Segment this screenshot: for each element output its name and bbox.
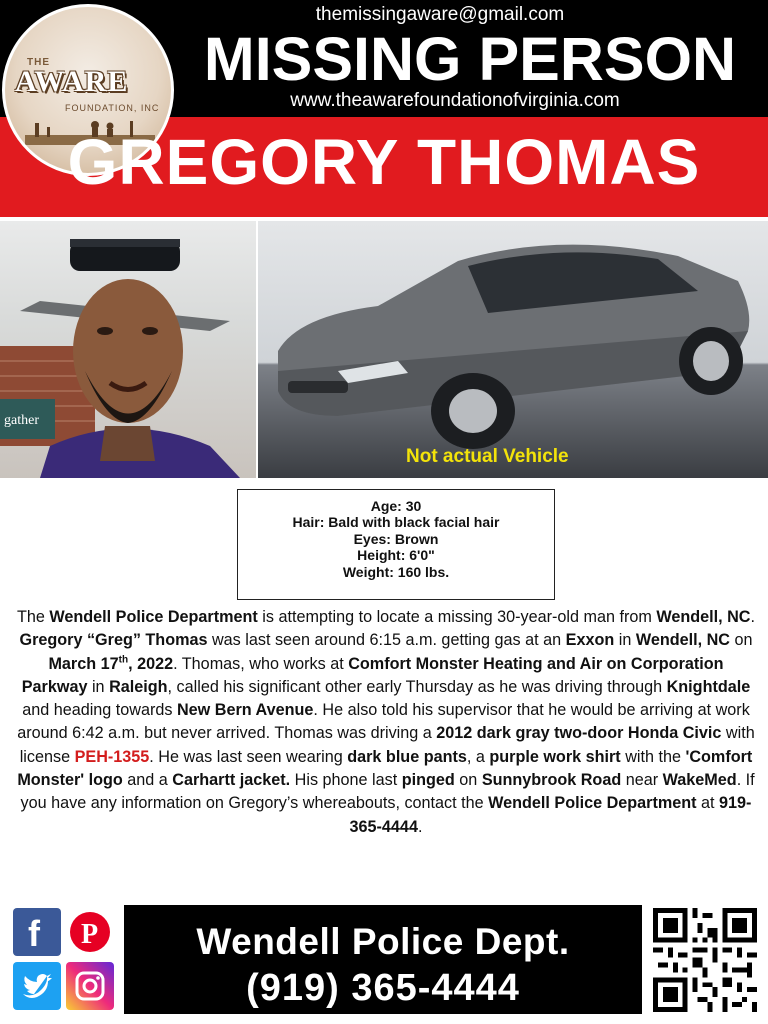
- vehicle-disclaimer: Not actual Vehicle: [406, 446, 569, 467]
- stat-weight: Weight: 160 lbs.: [342, 563, 450, 580]
- case-description: The Wendell Police Department is attempting to locate a missing 30-year-old man from Wendell, NC. Gregory “Greg” Thomas was last seen around 6:15 a.m. getting gas at an Exxon in Wendell, NC on March 17th, 2022. Thomas, who works at Comfort Monster Heating and Air on Corporation Parkway in Raleigh, called his significant other early Thursday as he was driving through Knightdale and heading towards New Bern Avenue. He also told his supervisor that he would be arriving at work around 6:42 a.m. but never arrived. Thomas was driving a 2012 dark gray two-door Honda Civic with license PEH-1355. He was last seen wearing dark blue pants, a purple work shirt with the 'Comfort Monster' logo and a Carhartt jacket. His phone last pinged on Sunnybrook Road near WakeMed. If you have any information on Gregory’s whereabouts, contact the Wendell Police Department at 919-365-4444.: [17, 608, 755, 836]
- facebook-icon[interactable]: [13, 908, 61, 956]
- logo-the: THE: [27, 57, 50, 68]
- page-title: MISSING PERSON: [203, 25, 737, 93]
- police-contact-bar: [124, 905, 642, 1014]
- svg-text:P: P: [81, 919, 99, 950]
- svg-text:f: f: [28, 914, 40, 950]
- website-url: www.theawarefoundationofvirginia.com: [290, 90, 620, 111]
- stat-height: Height: 6'0": [357, 547, 435, 564]
- car-illustration: [258, 221, 768, 478]
- svg-text:gather: gather: [4, 413, 39, 428]
- stat-age: Age: 30: [370, 498, 422, 514]
- missing-person-name: GREGORY THOMAS: [67, 126, 701, 198]
- qr-code[interactable]: [653, 908, 757, 1012]
- person-illustration: [0, 221, 256, 478]
- police-phone-number[interactable]: (919) 365-4444: [246, 967, 520, 1009]
- license-plate: PEH-1355: [74, 747, 150, 766]
- instagram-icon[interactable]: [66, 962, 114, 1010]
- physical-description-box: [237, 489, 555, 600]
- stat-hair: Hair: Bald with black facial hair: [292, 514, 500, 531]
- person-photo: [0, 221, 256, 478]
- twitter-icon[interactable]: [13, 962, 61, 1010]
- vehicle-photo: [258, 221, 768, 478]
- qr-code-graphic: [653, 908, 757, 1012]
- police-department-name: Wendell Police Dept.: [196, 921, 570, 962]
- stat-eyes: Eyes: Brown: [353, 530, 439, 547]
- logo-sub: FOUNDATION, INC: [65, 103, 160, 113]
- contact-email: themissingaware@gmail.com: [315, 4, 565, 25]
- logo-aware: AWARE: [15, 65, 129, 98]
- pinterest-icon[interactable]: [66, 908, 114, 956]
